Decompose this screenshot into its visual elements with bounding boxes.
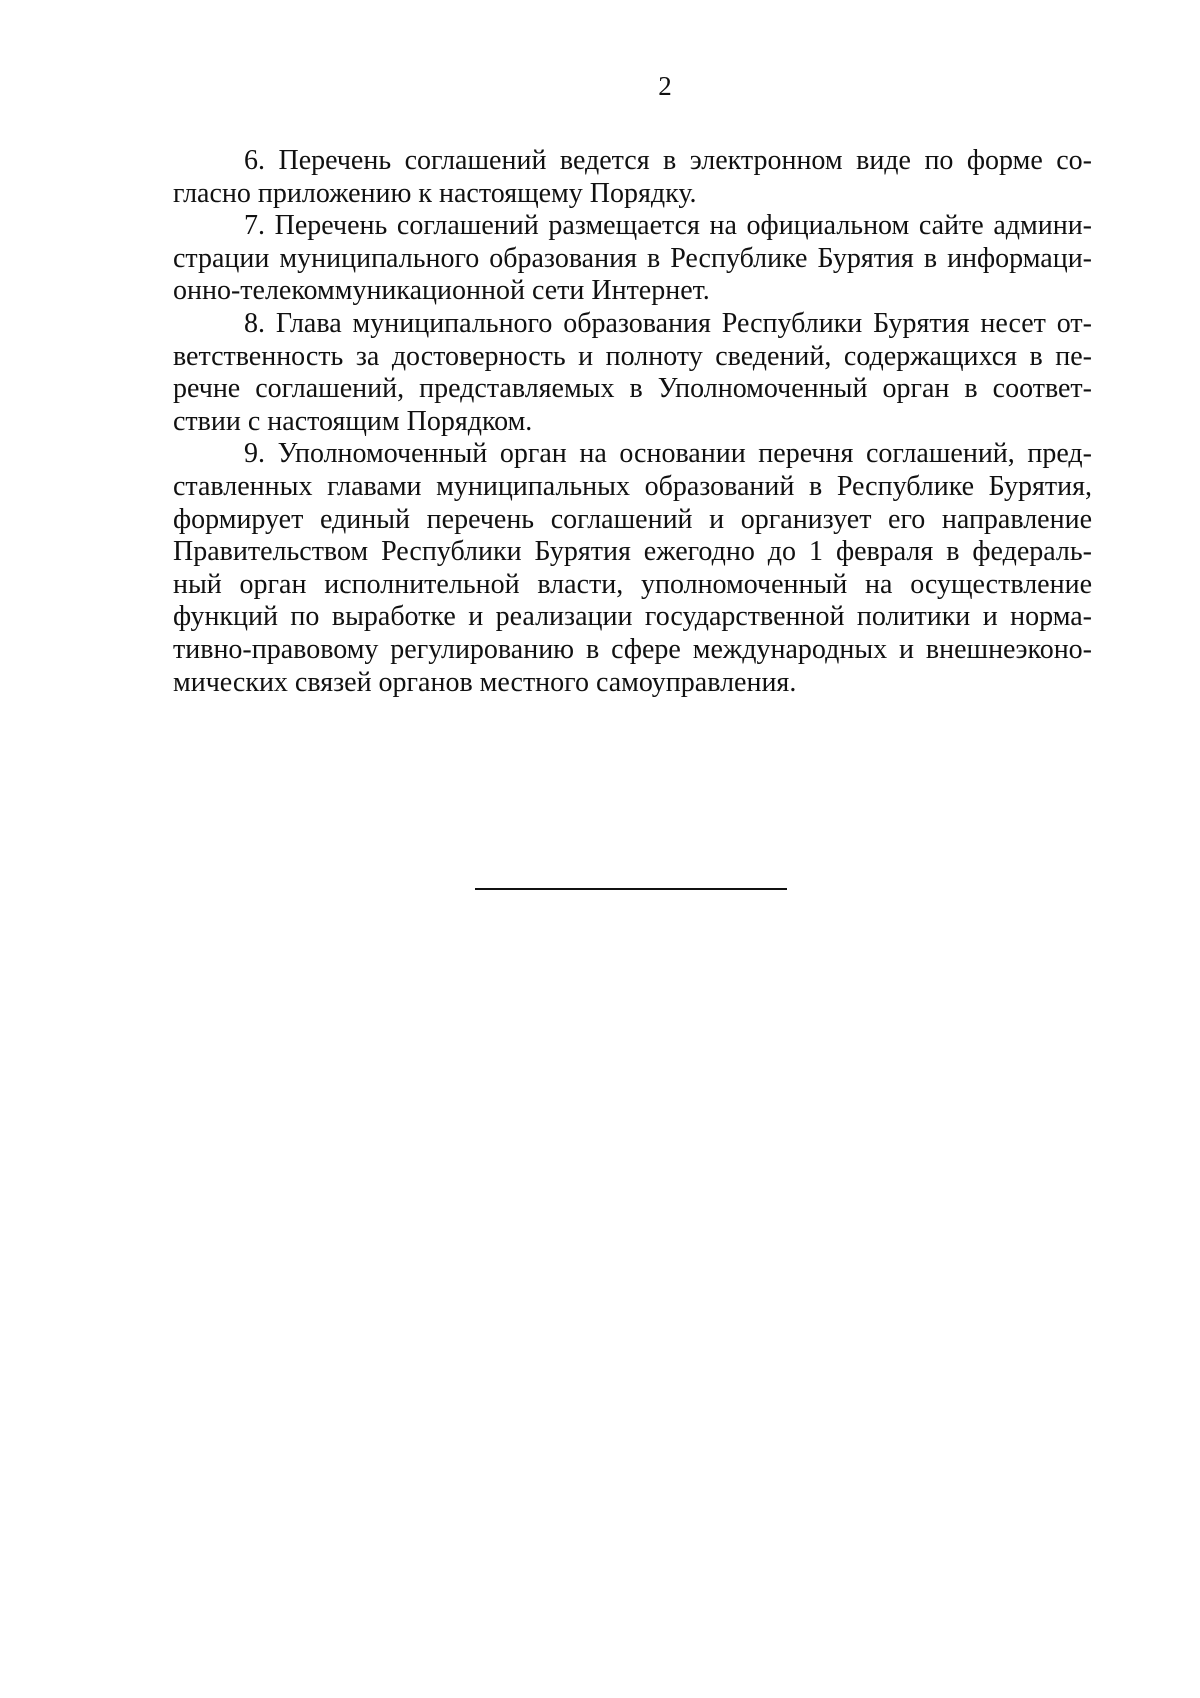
paragraph-7-line-3: онно-телекоммуникационной сети Интернет. (173, 275, 710, 307)
paragraph-9-line-1: 9. Уполномоченный орган на основании перечня соглашений, пред- (244, 438, 1092, 470)
paragraph-8-line-2: ветственность за достоверность и полноту сведений, содержащихся в пе- (173, 340, 1092, 372)
paragraph-9-line-8: мических связей органов местного самоуправления. (173, 666, 797, 698)
document-body (173, 145, 1092, 699)
paragraph-9-line-2: ставленных главами муниципальных образований в Республике Бурятия, (173, 470, 1092, 502)
page-number: 2 (658, 71, 672, 101)
paragraph-9-line-3: формирует единый перечень соглашений и организует его направление (173, 503, 1092, 535)
paragraph-8-line-1: 8. Глава муниципального образования Республики Бурятия несет от- (244, 307, 1092, 339)
end-separator-line (475, 888, 787, 890)
paragraph-8-line-3: речне соглашений, представляемых в Уполномоченный орган в соответ- (173, 373, 1092, 405)
paragraph-9-line-7: тивно-правовому регулированию в сфере международных и внешнеэконо- (173, 633, 1092, 665)
paragraph-9-line-4: Правительством Республики Бурятия ежегодно до 1 февраля в федераль- (173, 536, 1092, 568)
paragraph-8-line-4: ствии с настоящим Порядком. (173, 405, 533, 437)
paragraph-9-line-5: ный орган исполнительной власти, уполномоченный на осуществление (173, 568, 1092, 600)
paragraph-7-line-2: страции муниципального образования в Республике Бурятия в информаци- (173, 242, 1092, 274)
paragraph-6-line-2: гласно приложению к настоящему Порядку. (173, 177, 697, 209)
paragraph-6-line-1: 6. Перечень соглашений ведется в электронном виде по форме со- (244, 145, 1092, 176)
paragraph-9-line-6: функций по выработке и реализации государственной политики и норма- (173, 601, 1092, 633)
paragraph-7-line-1: 7. Перечень соглашений размещается на официальном сайте админи- (244, 210, 1092, 242)
